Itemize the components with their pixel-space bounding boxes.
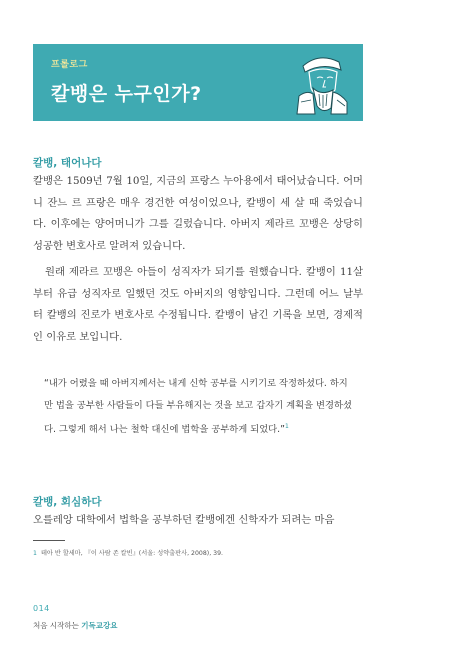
footnote-text: 테아 반 할세마, 『이 사람 존 칼빈』(서울: 성약출판사, 2008), 39. xyxy=(40,550,223,557)
calvin-portrait-illustration xyxy=(289,50,353,116)
footnote-reference: 1 xyxy=(284,423,289,430)
footnote xyxy=(33,548,223,557)
quote-text: “내가 어렸을 때 아버지께서는 내게 신학 공부를 시키기로 작정하셨다. 하지만 법을 공부한 사람들이 다들 부유해지는 것을 보고 갑자기 계획을 변경하셨다. 그렇게 해서 나는 철학 대신에 법학을 공부하게 되었다.” xyxy=(44,378,352,436)
section-heading-conversion: 칼뱅, 회심하다 xyxy=(33,496,102,508)
body-paragraph: 칼뱅은 1509년 7월 10일, 지금의 프랑스 누아용에서 태어났습니다. 어머니 잔느 르 프랑은 매우 경건한 여성이었으나, 칼뱅이 세 살 때 죽었습니다. 이후에는 양어머니가 그를 길렀습니다. 아버지 제라르 꼬뱅은 상당히 성공한 변호사로 알려져 있습니다. xyxy=(33,175,363,252)
footnote-divider xyxy=(33,540,65,541)
chapter-banner xyxy=(33,44,363,121)
page-number: 014 xyxy=(33,604,50,613)
block-quote xyxy=(44,373,354,441)
footnote-number: 1 xyxy=(33,550,37,557)
running-title xyxy=(33,620,117,631)
running-title-prefix: 처음 시작하는 xyxy=(33,621,82,630)
body-paragraph: 원래 제라르 꼬뱅은 아들이 성직자가 되기를 원했습니다. 칼뱅이 11살부터 유급 성직자로 일했던 것도 아버지의 영향입니다. 그런데 어느 날부터 칼뱅의 진로가 변호사로 수정됩니다. 칼뱅이 남긴 기록을 보면, 경제적인 이유로 보입니다. xyxy=(33,266,363,343)
section-heading-born: 칼뱅, 태어나다 xyxy=(33,157,102,169)
chapter-title: 칼뱅은 누구인가? xyxy=(51,83,202,105)
chapter-kicker: 프롤로그 xyxy=(51,60,88,70)
body-paragraph: 오를레앙 대학에서 법학을 공부하던 칼뱅에겐 신학자가 되려는 마음 xyxy=(33,514,335,526)
running-title-accent: 기독교강요 xyxy=(81,621,118,630)
